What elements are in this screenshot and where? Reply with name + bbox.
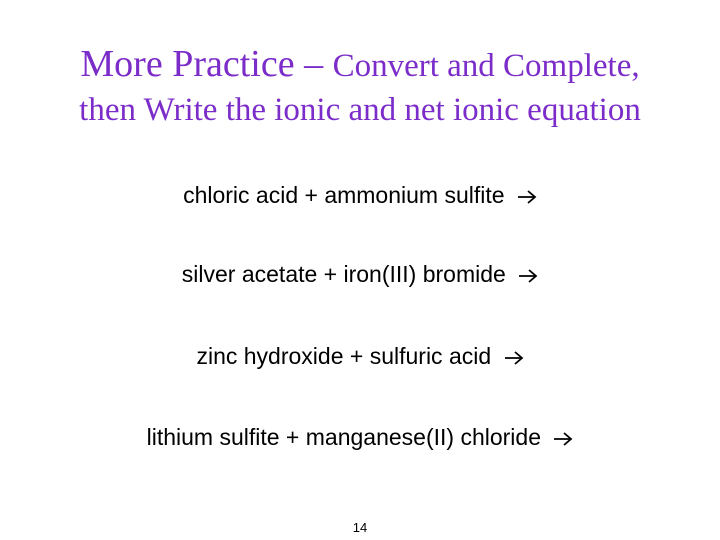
right-arrow-icon [504, 351, 524, 365]
right-arrow-icon [517, 190, 537, 204]
slide-title-line-1 [0, 42, 720, 86]
reaction-text: zinc hydroxide + sulfuric acid [196, 343, 492, 369]
slide-title-line-2: then Write the ionic and net ionic equation [79, 92, 641, 128]
reaction-text: silver acetate + iron(III) bromide [181, 261, 506, 287]
right-arrow-icon [518, 269, 538, 283]
reaction-1 [0, 182, 720, 209]
title-main: More Practice – [80, 43, 324, 85]
right-arrow-icon [553, 432, 573, 446]
page-number: 14 [352, 520, 368, 535]
reaction-text: lithium sulfite + manganese(II) chloride [146, 424, 541, 450]
reaction-4 [0, 424, 720, 451]
title-rest: Convert and Complete, [332, 48, 640, 84]
reaction-3 [0, 343, 720, 370]
reaction-2 [0, 261, 720, 288]
reaction-text: chloric acid + ammonium sulfite [183, 182, 505, 208]
